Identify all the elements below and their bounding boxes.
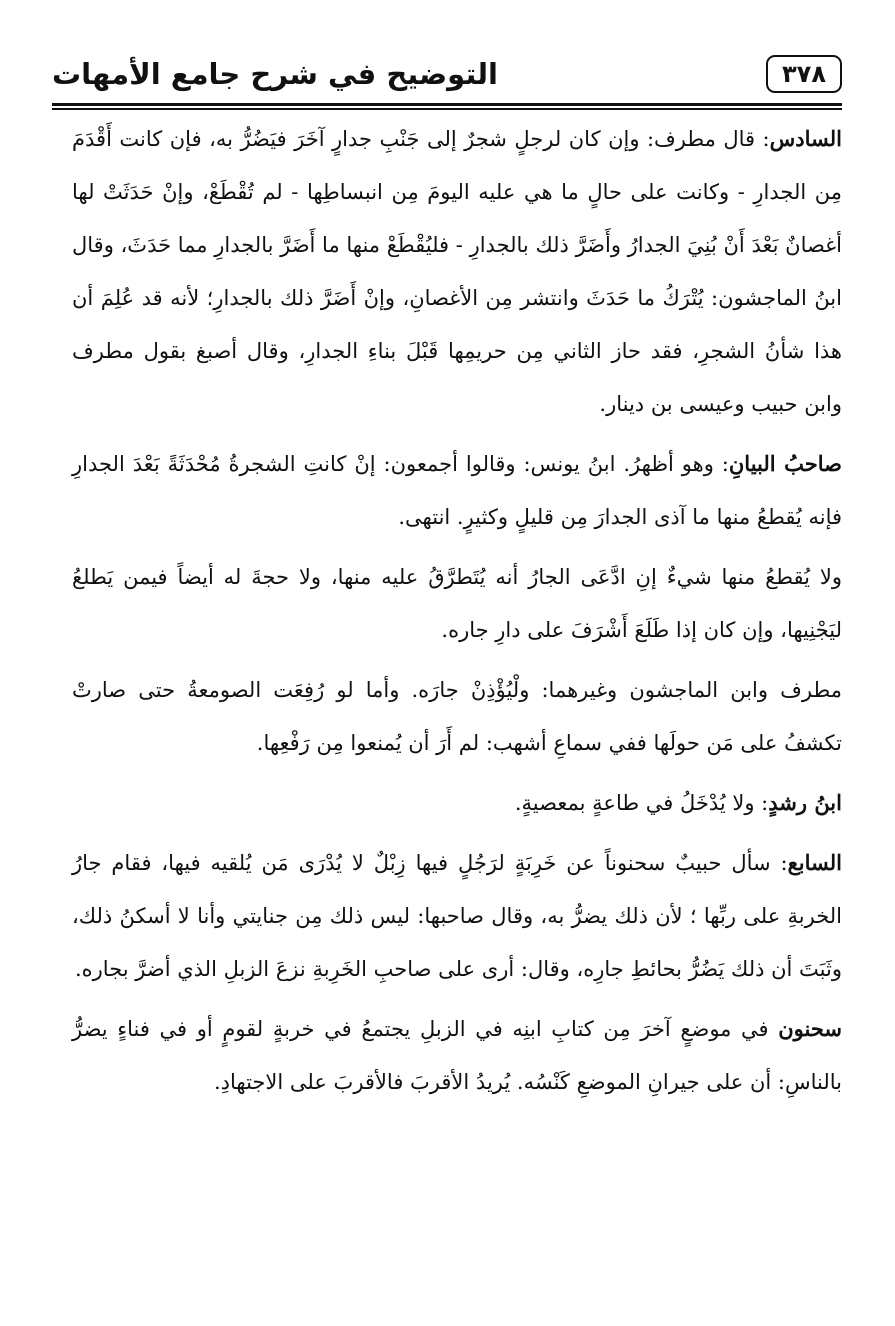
header-rule <box>52 103 842 106</box>
header-rule-thin <box>52 108 842 110</box>
paragraph <box>72 112 842 431</box>
paragraph-lead: ابنُ رشدٍ <box>768 790 842 815</box>
paragraph <box>72 437 842 544</box>
page-body <box>72 112 842 1109</box>
page-number: ٣٧٨ <box>766 55 842 93</box>
paragraph-text: : وهو أظهرُ. ابنُ يونس: وقالوا أجمعون: إنْ كانتِ الشجرةُ مُحْدَثَةً بَعْدَ الجدارِ فإنه يُقطعُ منها ما آذى الجدارَ مِن قليلٍ وكثيرٍ. انتهى. <box>72 452 842 529</box>
paragraph-text: : ولا يُدْخَلُ في طاعةٍ بمعصيةٍ. <box>514 791 769 815</box>
paragraph-lead: السادس <box>769 126 842 151</box>
paragraph-text: : سأل حبيبٌ سحنوناً عن خَرِبَةٍ لرَجُلٍ فيها زِبْلٌ لا يُدْرَى مَن يُلقيه فيها، فقام جارُ الخربةِ على ربِّها ؛ لأن ذلك يضرُّ به، وقال صاحبها: ليس ذلك مِن جنايتي وأنا لا أسكنُ ذلك، وثَبَتَ أن ذلك يَضُرُّ بحائطِ جارِه، وقال: أرى على صاحبِ الخَرِبةِ نزعَ الزبلِ الذي أضرَّ بجاره. <box>72 851 842 981</box>
paragraph <box>72 663 842 770</box>
paragraph <box>72 1002 842 1109</box>
paragraph <box>72 776 842 830</box>
running-title: التوضيح في شرح جامع الأمهات <box>52 57 499 91</box>
page-header <box>52 48 842 100</box>
paragraph <box>72 550 842 657</box>
paragraph-lead: سحنون <box>778 1016 842 1041</box>
paragraph-text: في موضعٍ آخرَ مِن كتابِ ابنِه في الزبلِ يجتمعُ في خربةٍ لقومٍ أو في فناءٍ يضرُّ بالناسِ: أن على جيرانِ الموضعِ كَنْسُه. يُريدُ الأقربَ فالأقربَ على الاجتهادِ. <box>72 1017 842 1094</box>
paragraph-lead: صاحبُ البيانِ <box>728 451 842 476</box>
paragraph-text: : قال مطرف: وإن كان لرجلٍ شجرٌ إلى جَنْبِ جدارٍ آخَرَ فيَضُرُّ به، فإن كانت أَقْدَمَ مِن الجدارِ - وكانت على حالٍ ما هي عليه اليومَ مِن انبساطِها - لم تُقْطَعْ، وإنْ حَدَثَتْ لها أغصانٌ بَعْدَ أَنْ بُنِيَ الجدارُ وأَضَرَّ ذلك بالجدارِ - فليُقْطَعْ منها ما أَضَرَّ بالجدارِ مما حَدَثَ، وقال ابنُ الماجشون: يُتْرَكُ ما حَدَثَ وانتشر مِن الأغصانِ، وإنْ أَضَرَّ ذلك بالجدارِ؛ لأنه قد عُلِمَ أن هذا شأنُ الشجرِ، فقد حاز الثاني مِن حريمِها قَبْلَ بناءِ الجدارِ، وقال أصبغ بقول مطرف وابن حبيب وعيسى بن دينار. <box>72 127 842 416</box>
paragraph-text: ولا يُقطعُ منها شيءٌ إنِ ادَّعَى الجارُ أنه يُتَطرَّقُ عليه منها، ولا حجةَ له أيضاً فيمن يَطلعُ ليَجْنِيها، وإن كان إذا طَلَعَ أَشْرَفَ على دارِ جاره. <box>72 565 842 642</box>
paragraph-text: مطرف وابن الماجشون وغيرهما: ولْيُؤْذِنْ جارَه. وأما لو رُفِعَت الصومعةُ حتى صارتْ تكشفُ على مَن حولَها ففي سماعِ أشهب: لم أَرَ أن يُمنعوا مِن رَفْعِها. <box>72 678 842 755</box>
paragraph-lead: السابع <box>787 850 842 875</box>
paragraph <box>72 836 842 996</box>
